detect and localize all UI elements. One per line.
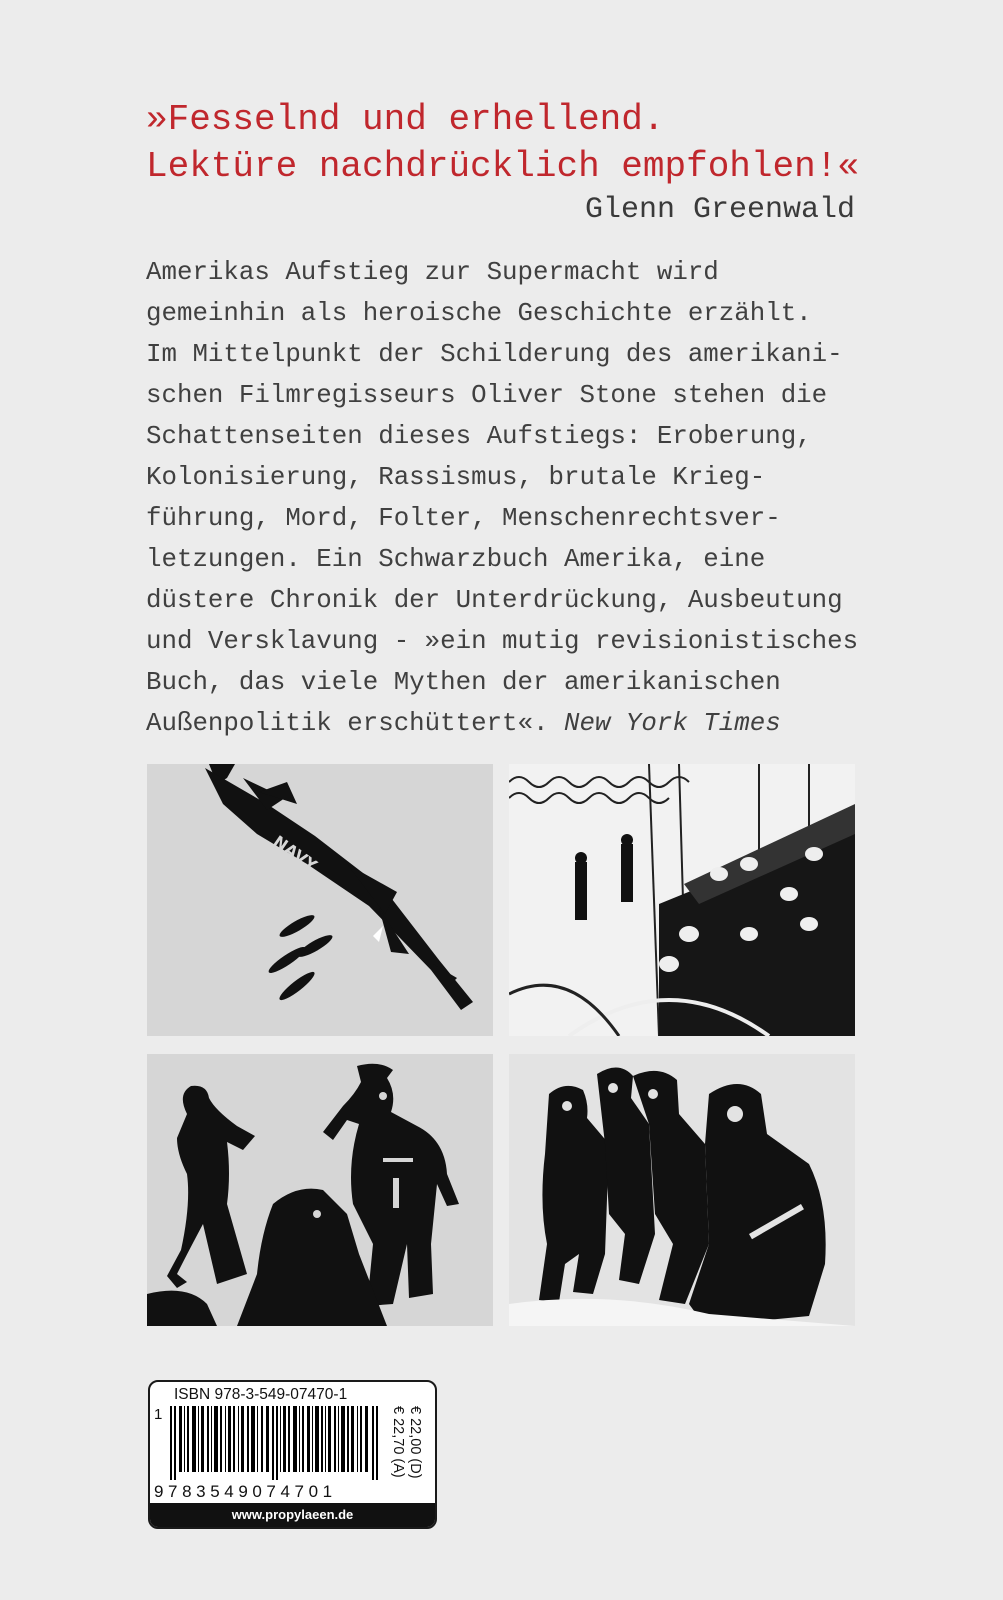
- barcode-digits: 9783549074701: [154, 1482, 337, 1501]
- blurb-line: Schattenseiten dieses Aufstiegs: Eroberung,: [146, 422, 812, 451]
- blurb-last-text: Außenpolitik erschüttert«.: [146, 709, 549, 738]
- blurb-text: [146, 252, 858, 744]
- price-austria: € 22,70 (A): [390, 1406, 406, 1478]
- blurb-line: Amerikas Aufstieg zur Supermacht wird: [146, 258, 719, 287]
- barcode-left-digit: 1: [154, 1406, 163, 1423]
- quote-line-2: Lektüre nachdrücklich empfohlen!«: [146, 146, 859, 187]
- navy-text: NAVY: [269, 831, 321, 876]
- blurb-line: und Versklavung - »ein mutig revisionistisches: [146, 627, 859, 656]
- praise-quote: [146, 96, 859, 190]
- blurb-line: Buch, das viele Mythen der amerikanischen: [146, 668, 781, 697]
- quote-author: Glenn Greenwald: [584, 193, 855, 227]
- photo-fighter-jet: [147, 764, 493, 1036]
- blurb-source: New York Times: [563, 709, 781, 738]
- soldiers-gasmasks-illustration: [509, 1054, 855, 1326]
- detention-camp-illustration: [509, 764, 855, 1036]
- blurb-line: gemeinhin als heroische Geschichte erzählt.: [146, 299, 812, 328]
- barcode-label: [148, 1380, 437, 1529]
- photo-soldiers-gasmasks: [509, 1054, 855, 1326]
- photo-detention-camp: [509, 764, 855, 1036]
- photo-soldier-dog: [147, 1054, 493, 1326]
- blurb-line: schen Filmregisseurs Oliver Stone stehen die: [146, 381, 828, 410]
- fighter-jet-illustration: [147, 764, 493, 1036]
- isbn-text: ISBN 978-3-549-07470-1: [174, 1386, 348, 1403]
- blurb-line: Kolonisierung, Rassismus, brutale Krieg-: [146, 463, 766, 492]
- barcode-bars: [170, 1406, 380, 1480]
- price-germany: € 22,00 (D): [407, 1406, 423, 1479]
- soldier-dog-illustration: [147, 1054, 493, 1326]
- publisher-website: www.propylaeen.de: [150, 1503, 435, 1527]
- blurb-line: düstere Chronik der Unterdrückung, Ausbeutung: [146, 586, 843, 615]
- blurb-line: führung, Mord, Folter, Menschenrechtsver-: [146, 504, 781, 533]
- blurb-line: letzungen. Ein Schwarzbuch Amerika, eine: [146, 545, 766, 574]
- blurb-line: Im Mittelpunkt der Schilderung des amerikani-: [146, 340, 843, 369]
- quote-line-1: »Fesselnd und erhellend.: [146, 99, 665, 140]
- blurb-line-last: [146, 703, 858, 744]
